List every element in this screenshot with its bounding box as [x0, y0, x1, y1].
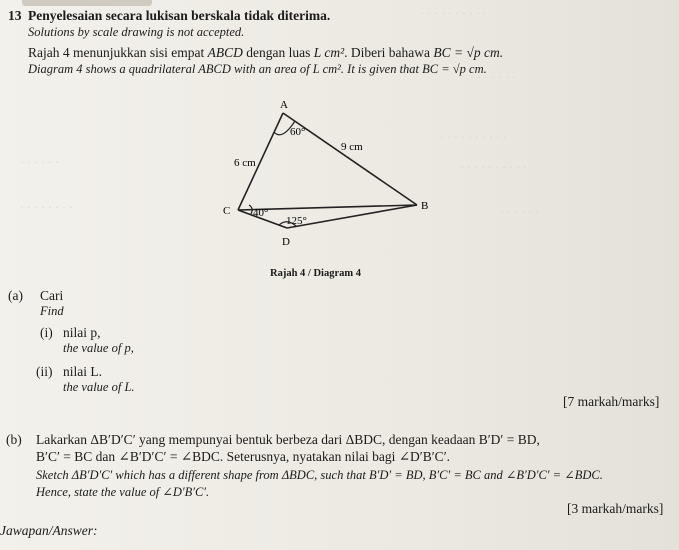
- intro-malay: [28, 45, 503, 61]
- part-a-label: (a): [8, 288, 23, 303]
- show-through-text: · · · · · · · ·: [20, 200, 73, 214]
- intro-text: . Diberi bahawa: [344, 45, 434, 60]
- part-b-malay-line2: B′C′ = BC dan ∠B′D′C′ = ∠BDC. Seterusnya, nyatakan nilai bagi ∠D′B′C′.: [36, 449, 451, 464]
- part-a-ii-label: (ii): [36, 364, 53, 379]
- side-ac-label: 6 cm: [234, 157, 256, 169]
- header-tab: [22, 0, 152, 6]
- intro-text: Rajah 4 menunjukkan sisi empat: [28, 45, 208, 60]
- part-a-i-english: the value of p,: [63, 341, 134, 355]
- instruction-english: Solutions by scale drawing is not accepted.: [28, 25, 245, 39]
- vertex-a-label: A: [280, 99, 288, 111]
- vertex-c-label: C: [223, 205, 231, 217]
- intro-english: Diagram 4 shows a quadrilateral ABCD with an area of L cm². It is given that BC = √p cm.: [28, 62, 487, 76]
- show-through-text: · · · · · ·: [20, 155, 59, 169]
- part-a-i-label: (i): [40, 325, 53, 340]
- angle-a-label: 60°: [290, 126, 306, 138]
- diagram-caption: Rajah 4 / Diagram 4: [270, 268, 361, 279]
- side-ab-label: 9 cm: [341, 141, 363, 153]
- part-b-label: (b): [6, 432, 22, 447]
- part-a-heading-english: Find: [40, 304, 64, 318]
- show-through-text: · · · · · · · · · ·: [460, 160, 527, 174]
- show-through-text: · · · · · · ·: [470, 70, 516, 84]
- part-a-marks: [7 markah/marks]: [563, 394, 660, 409]
- part-b-malay-line1: Lakarkan ΔB′D′C′ yang mempunyai bentuk berbeza dari ΔBDC, dengan keadaan B′D′ = BD,: [36, 432, 540, 447]
- part-a-i-malay: nilai p,: [63, 325, 101, 340]
- angle-d-label: 125°: [286, 215, 307, 227]
- part-b-marks: [3 markah/marks]: [567, 501, 664, 516]
- shape-name: ABCD: [207, 45, 243, 60]
- show-through-text: · · · · · ·: [500, 205, 539, 219]
- angle-c-label: 40°: [253, 207, 269, 219]
- instruction-malay: Penyelesaian secara lukisan berskala tidak diterima.: [28, 8, 331, 23]
- part-b-english-line2: Hence, state the value of ∠D′B′C′.: [36, 485, 210, 499]
- area-expression: L cm²: [313, 45, 345, 60]
- quadrilateral-diagram: [220, 95, 450, 255]
- show-through-text: · · · · · · · · · ·: [440, 130, 507, 144]
- part-a-ii-english: the value of L.: [63, 380, 135, 394]
- vertex-d-label: D: [282, 236, 290, 248]
- vertex-b-label: B: [421, 200, 429, 212]
- intro-text: dengan luas: [242, 45, 314, 60]
- part-a-heading-malay: Cari: [40, 288, 64, 303]
- part-a-ii-malay: nilai L.: [63, 364, 102, 379]
- part-b-english-line1: Sketch ΔB′D′C′ which has a different shape from ΔBDC, such that B′D′ = BD, B′C′ = BC and ∠B′D′C′ = ∠BDC.: [36, 468, 603, 482]
- question-number: 13: [8, 8, 22, 23]
- given-expression: BC = √p cm.: [433, 45, 504, 60]
- show-through-text: · · · · · · · · · ·: [420, 6, 487, 20]
- answer-label: Jawapan/Answer:: [0, 523, 98, 538]
